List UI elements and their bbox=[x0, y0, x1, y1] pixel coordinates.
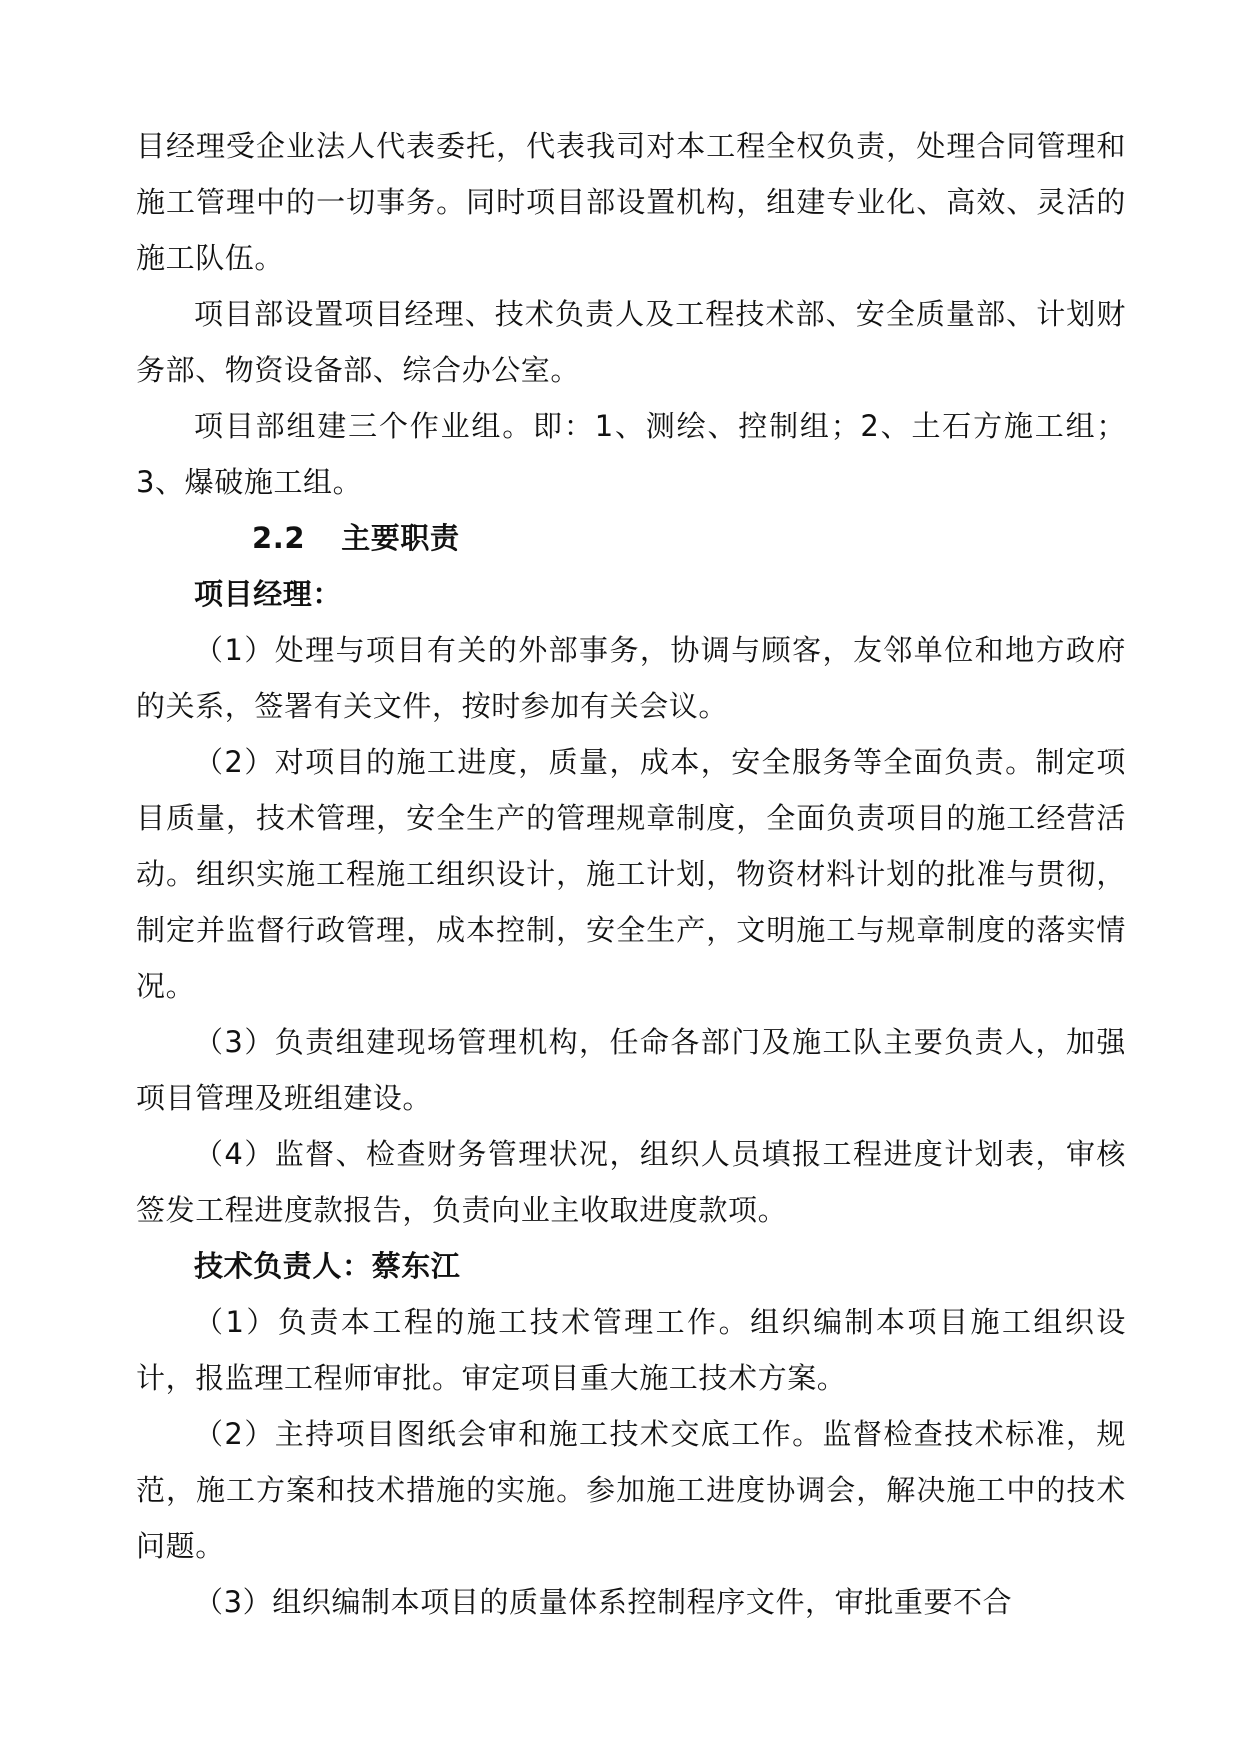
section-heading-2-2 bbox=[136, 510, 1126, 566]
paragraph-tech-duty-3: （3）组织编制本项目的质量体系控制程序文件，审批重要不合 bbox=[194, 1585, 1013, 1619]
paragraph-departments: 项目部设置项目经理、技术负责人及工程技术部、安全质量部、计划财务部、物资设备部、综合办公室。 bbox=[136, 297, 1126, 387]
paragraph-pm-duty-1: （1）处理与项目有关的外部事务，协调与顾客，友邻单位和地方政府的关系，签署有关文件，按时参加有关会议。 bbox=[136, 633, 1126, 723]
paragraph-pm-duty-2: （2）对项目的施工进度，质量，成本，安全服务等全面负责。制定项目质量，技术管理，安全生产的管理规章制度，全面负责项目的施工经营活动。组织实施工程施工组织设计，施工计划，物资材料计划的批准与贯彻，制定并监督行政管理，成本控制，安全生产，文明施工与规章制度的落实情况。 bbox=[136, 745, 1126, 1003]
paragraph-tech-duty-1: （1）负责本工程的施工技术管理工作。组织编制本项目施工组织设计，报监理工程师审批。审定项目重大施工技术方案。 bbox=[136, 1305, 1126, 1395]
paragraph-pm-duty-4: （4）监督、检查财务管理状况，组织人员填报工程进度计划表，审核签发工程进度款报告，负责向业主收取进度款项。 bbox=[136, 1137, 1126, 1227]
paragraph-org-intro: 目经理受企业法人代表委托，代表我司对本工程全权负责，处理合同管理和施工管理中的一切事务。同时项目部设置机构，组建专业化、高效、灵活的施工队伍。 bbox=[136, 129, 1126, 275]
paragraph-pm-duty-3: （3）负责组建现场管理机构，任命各部门及施工队主要负责人，加强项目管理及班组建设。 bbox=[136, 1025, 1126, 1115]
paragraph-tech-duty-2: （2）主持项目图纸会审和施工技术交底工作。监督检查技术标准，规范，施工方案和技术措施的实施。参加施工进度协调会，解决施工中的技术问题。 bbox=[136, 1417, 1126, 1563]
section-title: 主要职责 bbox=[341, 521, 460, 555]
heading-project-manager: 项目经理： bbox=[194, 577, 343, 611]
heading-technical-lead: 技术负责人：蔡东江 bbox=[194, 1249, 461, 1283]
paragraph-work-groups: 项目部组建三个作业组。即：1、测绘、控制组；2、土石方施工组；3、爆破施工组。 bbox=[136, 409, 1126, 499]
document-body bbox=[136, 118, 1126, 1630]
section-number: 2.2 bbox=[252, 521, 306, 555]
